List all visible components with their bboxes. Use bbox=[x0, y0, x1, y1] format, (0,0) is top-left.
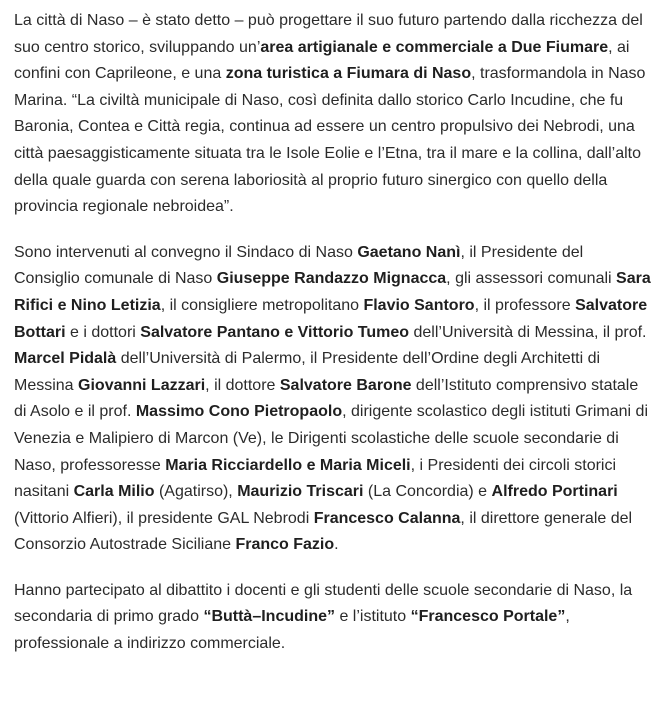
text-run: . bbox=[334, 536, 339, 554]
text-run: (Vittorio Alfieri), il presidente GAL Nebrodi bbox=[14, 509, 314, 527]
bold-text: Sara Rifici e Nino Letizia bbox=[14, 270, 651, 314]
text-run: (La Concordia) e bbox=[363, 483, 492, 501]
bold-text: Maurizio Triscari bbox=[237, 483, 364, 501]
bold-text: Salvatore Bottari bbox=[14, 296, 648, 341]
bold-text: Gaetano Nanì bbox=[357, 243, 461, 261]
bold-text: Giovanni Lazzari bbox=[78, 376, 206, 394]
text-run: , professionale a indirizzo commerciale. bbox=[14, 608, 570, 653]
text-run: (Agatirso), bbox=[154, 483, 238, 501]
bold-text: area artigianale e commerciale a Due Fiumare bbox=[260, 38, 609, 56]
bold-text: Francesco Calanna bbox=[313, 509, 461, 527]
text-run: , il consigliere metropolitano bbox=[160, 296, 364, 314]
bold-text: Salvatore Pantano e Vittorio Tumeo bbox=[140, 323, 410, 341]
text-run: , il dottore bbox=[205, 376, 280, 394]
text-run: , il Presidente del Consiglio comunale di Naso bbox=[14, 243, 584, 288]
text-run: e i dottori bbox=[65, 323, 141, 341]
text-run: dell’Istituto comprensivo statale di Asolo e il prof. bbox=[14, 376, 639, 421]
text-run: e l’istituto bbox=[335, 608, 411, 626]
text-run: , trasformandola in Naso Marina. “La civiltà municipale di Naso, così definita dallo storico Carlo Incudine, che fu Baronia, Contea e Città regia, continua ad essere un centro propulsivo dei Nebrodi, una città paesaggisticamente situata tra le Isole Eolie e l’Etna, tra il mare e la collina, dall’alto della quale guarda con serena laboriosità al proprio futuro sinergico con quello della provincia regionale nebroidea”. bbox=[14, 65, 646, 216]
bold-text: Maria Ricciardello e Maria Miceli bbox=[165, 456, 411, 474]
text-run: , i Presidenti dei circoli storici nasitani bbox=[14, 456, 617, 501]
bold-text: Marcel Pidalà bbox=[14, 350, 117, 368]
text-run: Sono intervenuti al convegno il Sindaco di Naso bbox=[14, 243, 358, 261]
article-paragraph bbox=[14, 578, 651, 658]
bold-text: Giuseppe Randazzo Mignacca bbox=[216, 270, 447, 288]
text-run: dell’Università di Palermo, il Presidente dell’Ordine degli Architetti di Messina bbox=[14, 350, 601, 394]
bold-text: “Buttà–Incudine” bbox=[203, 608, 335, 626]
bold-text: Franco Fazio bbox=[235, 536, 335, 554]
text-run: La città di Naso – è stato detto – può progettare il suo futuro partendo dalla ricchezza del suo centro storico, sviluppando un’ bbox=[14, 12, 643, 56]
bold-text: zona turistica a Fiumara di Naso bbox=[225, 65, 472, 83]
bold-text: Alfredo Portinari bbox=[491, 483, 618, 501]
text-run: Hanno partecipato al dibattito i docenti e gli studenti delle scuole secondarie di Naso, la secondaria di primo grado bbox=[14, 581, 633, 626]
article-paragraph bbox=[14, 8, 651, 221]
text-run: , ai confini con Caprileone, e una bbox=[14, 38, 630, 83]
text-run: dell’Università di Messina, il prof. bbox=[409, 323, 647, 341]
bold-text: Massimo Cono Pietropaolo bbox=[135, 403, 343, 421]
text-run: , il direttore generale del Consorzio Autostrade Siciliane bbox=[14, 509, 633, 554]
text-run: , gli assessori comunali bbox=[446, 270, 617, 288]
bold-text: Salvatore Barone bbox=[279, 376, 412, 394]
article-paragraph bbox=[14, 240, 651, 559]
bold-text: Carla Milio bbox=[73, 483, 155, 501]
text-run: , dirigente scolastico degli istituti Grimani di Venezia e Malipiero di Marcon (Ve), le Dirigenti scolastiche delle scuole secondarie di Naso, professoresse bbox=[14, 403, 648, 474]
bold-text: “Francesco Portale” bbox=[410, 608, 566, 626]
bold-text: Flavio Santoro bbox=[363, 296, 475, 314]
text-run: , il professore bbox=[474, 296, 576, 314]
